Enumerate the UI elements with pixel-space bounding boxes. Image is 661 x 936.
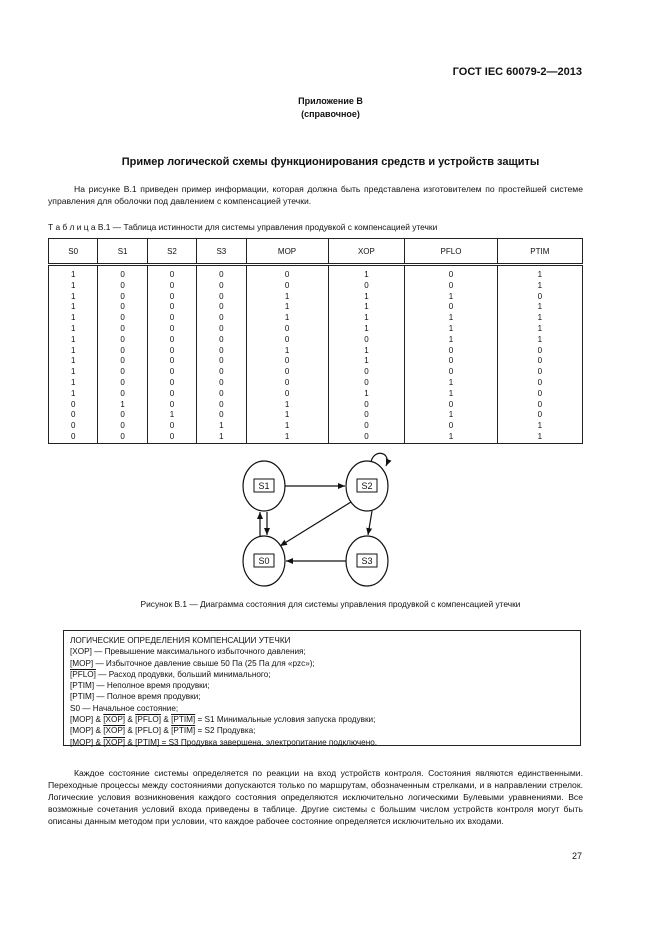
table-cell: 1 (49, 389, 98, 400)
definitions-title: ЛОГИЧЕСКИЕ ОПРЕДЕЛЕНИЯ КОМПЕНСАЦИИ УТЕЧКИ (70, 636, 291, 645)
table-cell: 0 (49, 432, 98, 443)
table-cell: 0 (98, 335, 147, 346)
table-cell: 0 (246, 367, 328, 378)
table-cell: 0 (197, 389, 246, 400)
table-cell: 1 (497, 421, 582, 432)
table-cell: 0 (147, 335, 196, 346)
table-cell: 0 (328, 421, 405, 432)
table-cell: 1 (497, 265, 582, 281)
table-cell: 1 (246, 302, 328, 313)
table-cell: 1 (49, 356, 98, 367)
arrow-s2-s0 (280, 502, 351, 546)
table-cell: 0 (328, 367, 405, 378)
table-cell: 1 (405, 335, 497, 346)
table-cell: 0 (49, 421, 98, 432)
table-row (49, 281, 583, 292)
table-row (49, 421, 583, 432)
table-cell: 1 (246, 432, 328, 443)
table-cell: 0 (405, 346, 497, 357)
table-cell: 1 (197, 421, 246, 432)
table-cell: 0 (147, 356, 196, 367)
table-cell: 0 (197, 356, 246, 367)
table-cell: 0 (405, 400, 497, 411)
table-cell: 0 (328, 335, 405, 346)
table-cell: 0 (197, 302, 246, 313)
table-cell: 1 (246, 346, 328, 357)
table-cell: 0 (49, 410, 98, 421)
table-cell: 0 (246, 356, 328, 367)
table-cell: 0 (497, 356, 582, 367)
def-line: S0 — Начальное состояние; (70, 703, 179, 713)
table-row (49, 389, 583, 400)
table-cell: 0 (328, 378, 405, 389)
table-cell: 1 (49, 367, 98, 378)
table-cell: 1 (246, 421, 328, 432)
table-cell: 1 (98, 400, 147, 411)
intro-paragraph (48, 183, 583, 207)
table-cell: 0 (147, 378, 196, 389)
table-cell: 0 (497, 410, 582, 421)
table-cell: 0 (197, 400, 246, 411)
table-cell: 0 (98, 265, 147, 281)
table-cell: 0 (405, 356, 497, 367)
table-row (49, 378, 583, 389)
table-cell: 0 (147, 400, 196, 411)
table-cell: 0 (98, 410, 147, 421)
table-row (49, 265, 583, 281)
table-cell: 0 (328, 410, 405, 421)
table-cell: 0 (197, 292, 246, 303)
table-cell: 0 (497, 292, 582, 303)
def-equation: [MOP] & [XOP] & [PFLO] & [PTIM] = S1 Минимальные условия запуска продувки; (70, 715, 376, 725)
table-cell: 1 (197, 432, 246, 443)
table-row (49, 292, 583, 303)
table-cell: 1 (405, 389, 497, 400)
def-equation: [MOP] & [XOP] & [PFLO] & [PTIM] = S2 Продувка; (70, 726, 256, 736)
table-row (49, 346, 583, 357)
table-cell: 1 (49, 265, 98, 281)
table-cell: 0 (197, 346, 246, 357)
table-cell: 0 (405, 302, 497, 313)
def-line: [MOP] — Избыточное давление свыше 50 Па (25 Па для «pzc»); (70, 658, 315, 668)
table-cell: 0 (246, 265, 328, 281)
table-cell: 0 (98, 356, 147, 367)
def-equation: [MOP] & [XOP] & [PTIM] = S3 Продувка завершена, электропитание подключено. (70, 737, 378, 747)
table-cell: 0 (497, 389, 582, 400)
table-cell: 1 (328, 265, 405, 281)
table-row (49, 324, 583, 335)
table-cell: 0 (197, 410, 246, 421)
table-cell: 0 (328, 281, 405, 292)
table-cell: 0 (197, 335, 246, 346)
table-header-cell: PTIM (497, 239, 582, 265)
table-row (49, 356, 583, 367)
table-cell: 1 (49, 281, 98, 292)
table-cell: 0 (147, 432, 196, 443)
table-cell: 0 (147, 346, 196, 357)
table-cell: 0 (497, 378, 582, 389)
table-cell: 0 (98, 313, 147, 324)
table-header-cell: S3 (197, 239, 246, 265)
table-cell: 1 (147, 410, 196, 421)
table-cell: 0 (246, 324, 328, 335)
appendix-subtitle: (справочное) (301, 109, 360, 119)
table-cell: 1 (49, 378, 98, 389)
table-cell: 0 (98, 346, 147, 357)
table-cell: 1 (497, 324, 582, 335)
table-cell: 0 (98, 292, 147, 303)
table-cell: 1 (405, 432, 497, 443)
table-caption: Т а б л и ц а В.1 — Таблица истинности для системы управления продувкой с компенсацией утечки (48, 222, 438, 232)
state-diagram (0, 448, 661, 598)
arrow-s2-self (371, 453, 387, 466)
table-cell: 1 (328, 313, 405, 324)
table-header-row (49, 239, 583, 265)
table-row (49, 313, 583, 324)
table-cell: 0 (497, 367, 582, 378)
section-title: Пример логической схемы функционирования средств и устройств защиты (121, 156, 540, 168)
table-header-cell: PFLO (405, 239, 497, 265)
table-cell: 1 (246, 313, 328, 324)
table-cell: 0 (98, 389, 147, 400)
table-row (49, 432, 583, 443)
table-cell: 0 (147, 265, 196, 281)
def-line: [PTIM] — Неполное время продувки; (70, 681, 210, 691)
table-cell: 0 (497, 346, 582, 357)
table-cell: 1 (497, 432, 582, 443)
table-header-cell: S0 (49, 239, 98, 265)
table-cell: 0 (98, 421, 147, 432)
table-cell: 0 (246, 281, 328, 292)
body-text: Каждое состояние системы определяется по реакции на вход устройств контроля. Состояния являются единственными. Переходные процессы между состояниями допускаются только по маршрутам, обозначенным стрелками, и в направлении стрелок. Логические условия возникновения каждого состояния определяются исключительно логическими Булевыми уравнениями. Все возможные сочетания условий входа приведены в таблице. Другие системы с большим числом устройств контроля могут быть описаны данным методом при условии, что каждое рабочее состояние определяется исключительно их входами. (48, 768, 583, 826)
table-cell: 1 (405, 410, 497, 421)
def-line: [PFLO] — Расход продувки, больший минимального; (70, 669, 271, 679)
table-cell: 0 (98, 367, 147, 378)
table-cell: 0 (197, 324, 246, 335)
def-line: [XOP] — Превышение максимального избыточного давления; (70, 647, 306, 657)
page-number: 27 (571, 851, 582, 861)
table-cell: 1 (405, 292, 497, 303)
table-cell: 0 (328, 432, 405, 443)
table-cell: 0 (328, 400, 405, 411)
truth-table (48, 238, 583, 444)
table-cell: 1 (497, 281, 582, 292)
figure-caption: Рисунок В.1 — Диаграмма состояния для системы управления продувкой с компенсацией утечки (140, 599, 521, 609)
table-cell: 0 (98, 324, 147, 335)
table-cell: 0 (98, 281, 147, 292)
table-header-cell: S2 (147, 239, 196, 265)
definitions-box (63, 630, 581, 746)
arrow-s2-s3 (368, 511, 372, 535)
table-cell: 0 (246, 378, 328, 389)
table-cell: 0 (147, 281, 196, 292)
table-header-cell: S1 (98, 239, 147, 265)
table-cell: 0 (246, 389, 328, 400)
table-cell: 1 (246, 292, 328, 303)
table-cell: 1 (405, 324, 497, 335)
table-cell: 0 (147, 421, 196, 432)
table-cell: 1 (328, 324, 405, 335)
table-cell: 0 (197, 265, 246, 281)
standard-header: ГОСТ IEC 60079-2—2013 (452, 66, 582, 78)
table-cell: 1 (497, 302, 582, 313)
table-cell: 1 (246, 410, 328, 421)
table-cell: 1 (405, 313, 497, 324)
state-s3-label: S3 (361, 556, 373, 566)
body-paragraph (48, 767, 583, 827)
table-cell: 1 (49, 324, 98, 335)
table-cell: 0 (147, 313, 196, 324)
appendix-title: Приложение В (298, 96, 363, 106)
table-row (49, 410, 583, 421)
table-cell: 1 (328, 292, 405, 303)
table-cell: 0 (98, 302, 147, 313)
table-cell: 0 (405, 367, 497, 378)
table-cell: 1 (497, 313, 582, 324)
table-row (49, 367, 583, 378)
table-row (49, 302, 583, 313)
table-cell: 0 (98, 432, 147, 443)
table-cell: 0 (49, 400, 98, 411)
table-cell: 0 (147, 292, 196, 303)
table-cell: 1 (328, 346, 405, 357)
table-cell: 0 (405, 281, 497, 292)
table-cell: 0 (246, 335, 328, 346)
table-cell: 1 (49, 346, 98, 357)
table-cell: 1 (328, 389, 405, 400)
table-row (49, 400, 583, 411)
table-cell: 0 (147, 302, 196, 313)
intro-text: На рисунке В.1 приведен пример информации, которая должна быть представлена изготовителем по простейшей системе управления для оболочки под давлением с компенсацией утечки. (48, 184, 583, 206)
table-cell: 1 (246, 400, 328, 411)
state-s0-label: S0 (258, 556, 270, 566)
table-cell: 1 (49, 335, 98, 346)
table-cell: 0 (197, 313, 246, 324)
table-cell: 1 (49, 302, 98, 313)
table-cell: 0 (147, 367, 196, 378)
table-cell: 0 (197, 378, 246, 389)
table-cell: 0 (405, 265, 497, 281)
table-cell: 0 (147, 389, 196, 400)
table-cell: 1 (49, 313, 98, 324)
table-row (49, 335, 583, 346)
state-s1-label: S1 (258, 481, 270, 491)
def-line: [PTIM] — Полное время продувки; (70, 692, 201, 702)
table-cell: 1 (405, 378, 497, 389)
table-header-cell: XOP (328, 239, 405, 265)
state-s2-label: S2 (361, 481, 373, 491)
table-cell: 0 (197, 367, 246, 378)
table-cell: 1 (49, 292, 98, 303)
table-cell: 1 (328, 302, 405, 313)
table-body (49, 265, 583, 444)
table-cell: 1 (328, 356, 405, 367)
table-header-cell: MOP (246, 239, 328, 265)
table-cell: 1 (497, 335, 582, 346)
table-cell: 0 (98, 378, 147, 389)
table-cell: 0 (147, 324, 196, 335)
table-cell: 0 (197, 281, 246, 292)
table-cell: 0 (405, 421, 497, 432)
table-cell: 0 (497, 400, 582, 411)
